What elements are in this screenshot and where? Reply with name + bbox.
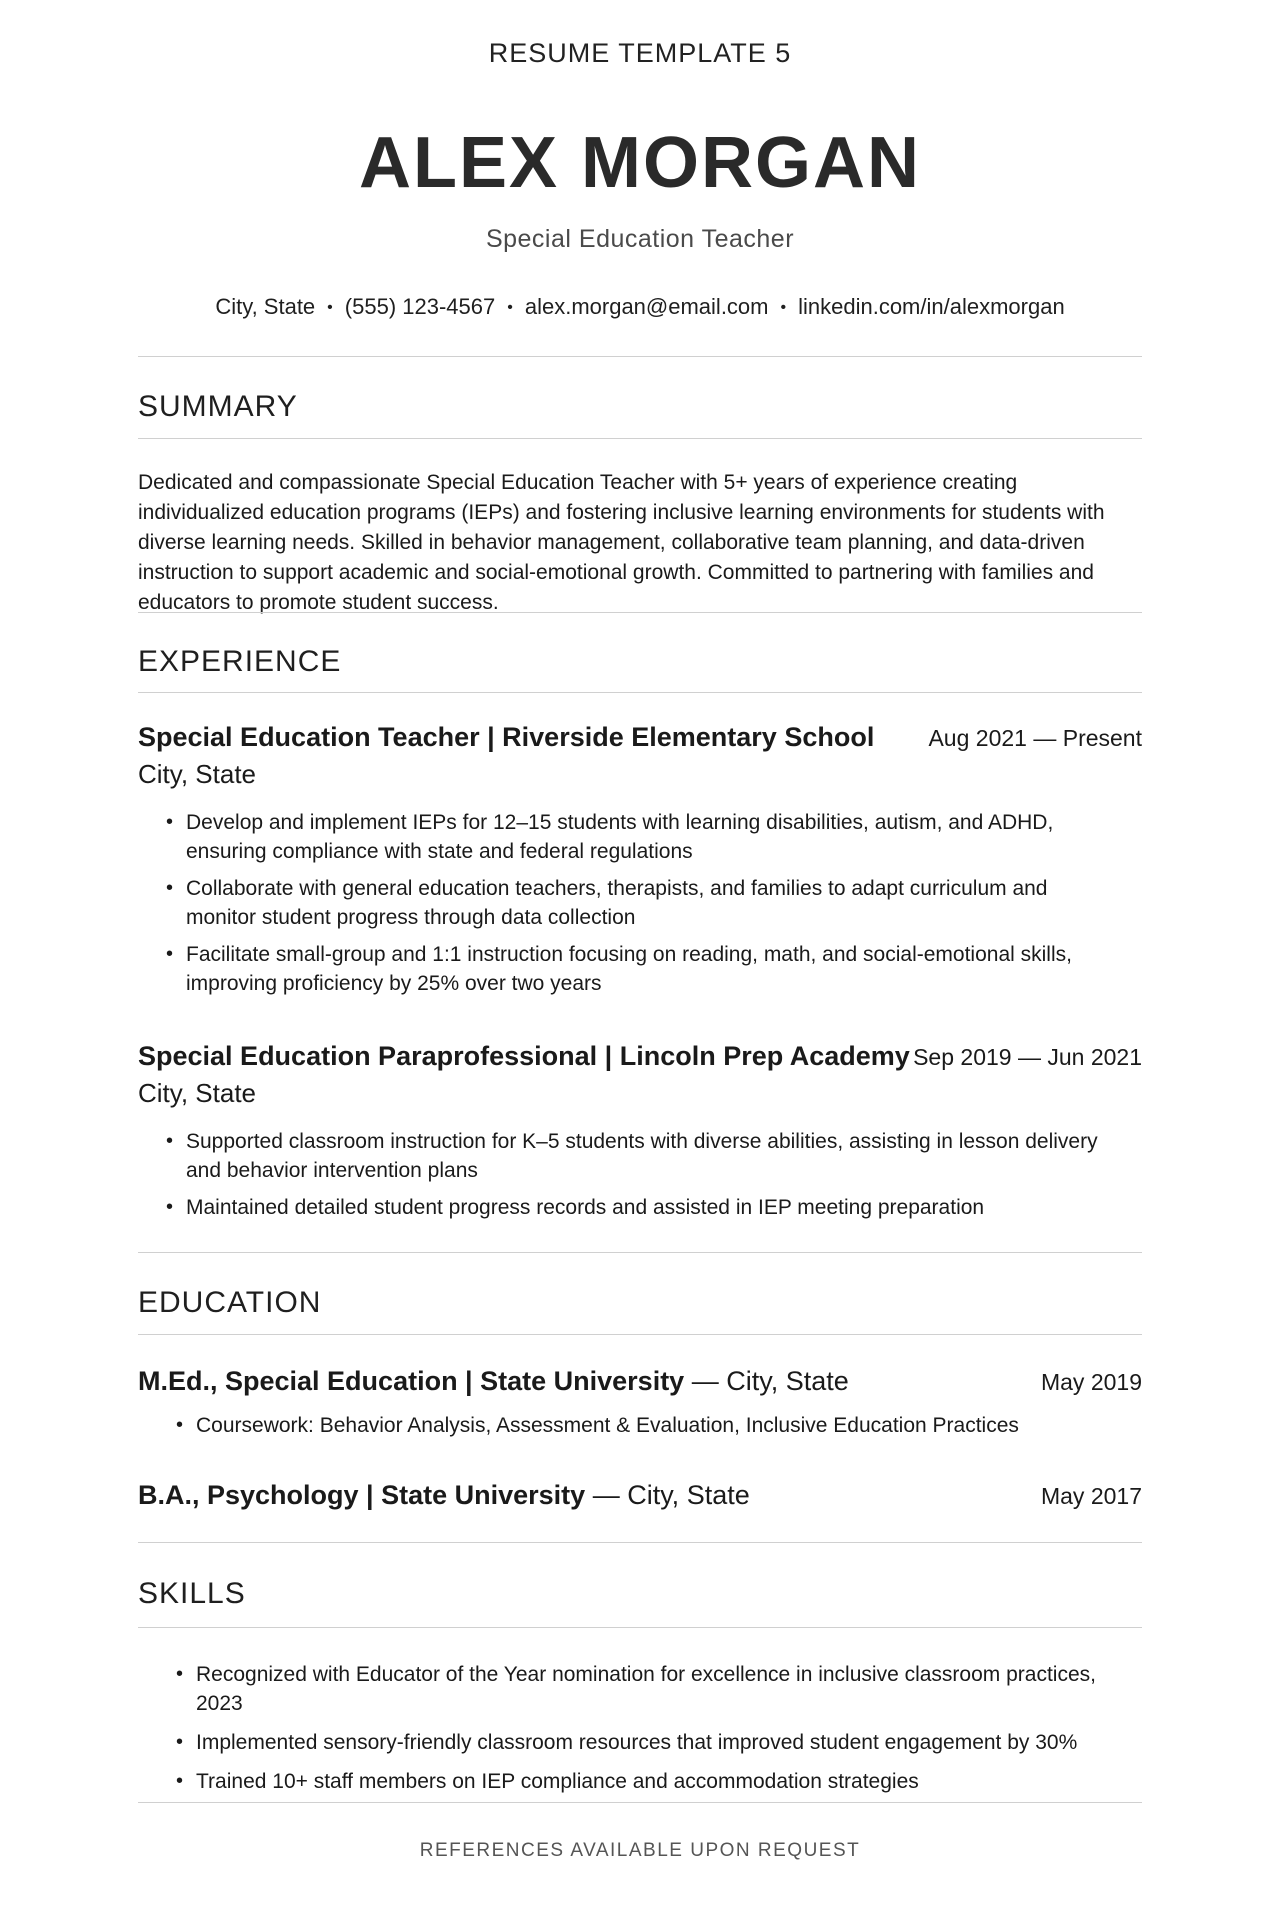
bullet-item: • Maintained detailed student progress records and assisted in IEP meeting preparation [186, 1193, 1142, 1222]
contact-email[interactable]: alex.morgan@email.com [524, 294, 769, 319]
divider [138, 1542, 1142, 1543]
job-bullets [138, 1127, 1142, 1222]
contact-separator: • [507, 299, 513, 316]
education-heading: EDUCATION [138, 1286, 322, 1319]
education-degree: M.Ed., Special Education | State University [138, 1366, 685, 1396]
education-date: May 2019 [1040, 1369, 1142, 1395]
job-entry [138, 722, 1142, 1006]
education-degree-line [138, 1480, 750, 1511]
template-label: RESUME TEMPLATE 5 [488, 38, 792, 68]
contact-line [0, 294, 1280, 320]
education-entry [138, 1480, 1142, 1511]
skill-item: • Trained 10+ staff members on IEP compliance and accommodation strategies [196, 1767, 1142, 1796]
education-bullets [138, 1411, 1142, 1440]
contact-phone: (555) 123-4567 [344, 294, 496, 319]
education-header [138, 1366, 1142, 1397]
skill-item: • Implemented sensory-friendly classroom resources that improved student engagement by 30% [196, 1728, 1142, 1757]
education-date: May 2017 [1040, 1483, 1142, 1509]
job-entry [138, 1041, 1142, 1230]
education-degree: B.A., Psychology | State University [138, 1480, 586, 1510]
education-entry [138, 1366, 1142, 1448]
bullet-item: • Supported classroom instruction for K–5 students with diverse abilities, assisting in lesson delivery and behavior intervention plans [186, 1127, 1142, 1185]
candidate-name: ALEX MORGAN [359, 123, 921, 203]
divider [138, 438, 1142, 439]
summary-heading: SUMMARY [138, 390, 298, 423]
job-location: City, State [138, 759, 257, 789]
education-location: — City, State [585, 1480, 750, 1510]
skills-heading: SKILLS [138, 1577, 246, 1610]
education-header [138, 1480, 1142, 1511]
candidate-title: Special Education Teacher [485, 225, 795, 253]
contact-separator: • [780, 299, 787, 316]
summary-text: Dedicated and compassionate Special Education Teacher with 5+ years of experience creating individualized education programs (IEPs) and fostering inclusive learning environments for students with diverse learning needs. Skilled in behavior management, collaborative team planning, and data-driven instruction to support academic and social-emotional growth. Committed to partnering with families and educators to promote student success. [138, 471, 1105, 614]
job-header [138, 1041, 1142, 1072]
divider [138, 356, 1142, 357]
job-dates: Aug 2021 — Present [928, 725, 1142, 751]
bullet-item: • Coursework: Behavior Analysis, Assessment & Evaluation, Inclusive Education Practices [196, 1411, 1142, 1440]
job-title: Special Education Teacher | Riverside Elementary School [138, 722, 875, 752]
skills-section [138, 1660, 1142, 1806]
education-degree-line [138, 1366, 849, 1397]
divider [138, 1334, 1142, 1335]
divider [138, 1802, 1142, 1803]
bullet-item: • Develop and implement IEPs for 12–15 students with learning disabilities, autism, and ADHD, ensuring compliance with state and federal regulations [186, 808, 1142, 866]
skills-list [138, 1660, 1142, 1796]
skill-item: • Recognized with Educator of the Year nomination for excellence in inclusive classroom practices, 2023 [196, 1660, 1142, 1718]
contact-separator: • [327, 299, 333, 316]
divider [138, 1627, 1142, 1628]
divider [138, 612, 1142, 613]
divider [138, 1252, 1142, 1253]
education-location: — City, State [684, 1366, 849, 1396]
divider [138, 692, 1142, 693]
job-title: Special Education Paraprofessional | Lincoln Prep Academy [138, 1041, 910, 1071]
job-dates: Sep 2019 — Jun 2021 [913, 1044, 1142, 1070]
job-bullets [138, 808, 1142, 998]
experience-heading: EXPERIENCE [138, 645, 342, 678]
job-location: City, State [138, 1078, 257, 1108]
references-note: REFERENCES AVAILABLE UPON REQUEST [419, 1840, 861, 1861]
contact-location: City, State [215, 294, 316, 319]
job-header [138, 722, 1142, 753]
bullet-item: • Collaborate with general education teachers, therapists, and families to adapt curriculum and monitor student progress through data collection [186, 874, 1142, 932]
bullet-item: • Facilitate small-group and 1:1 instruction focusing on reading, math, and social-emotional skills, improving proficiency by 25% over two years [186, 940, 1142, 998]
contact-linkedin[interactable]: linkedin.com/in/alexmorgan [798, 294, 1065, 319]
